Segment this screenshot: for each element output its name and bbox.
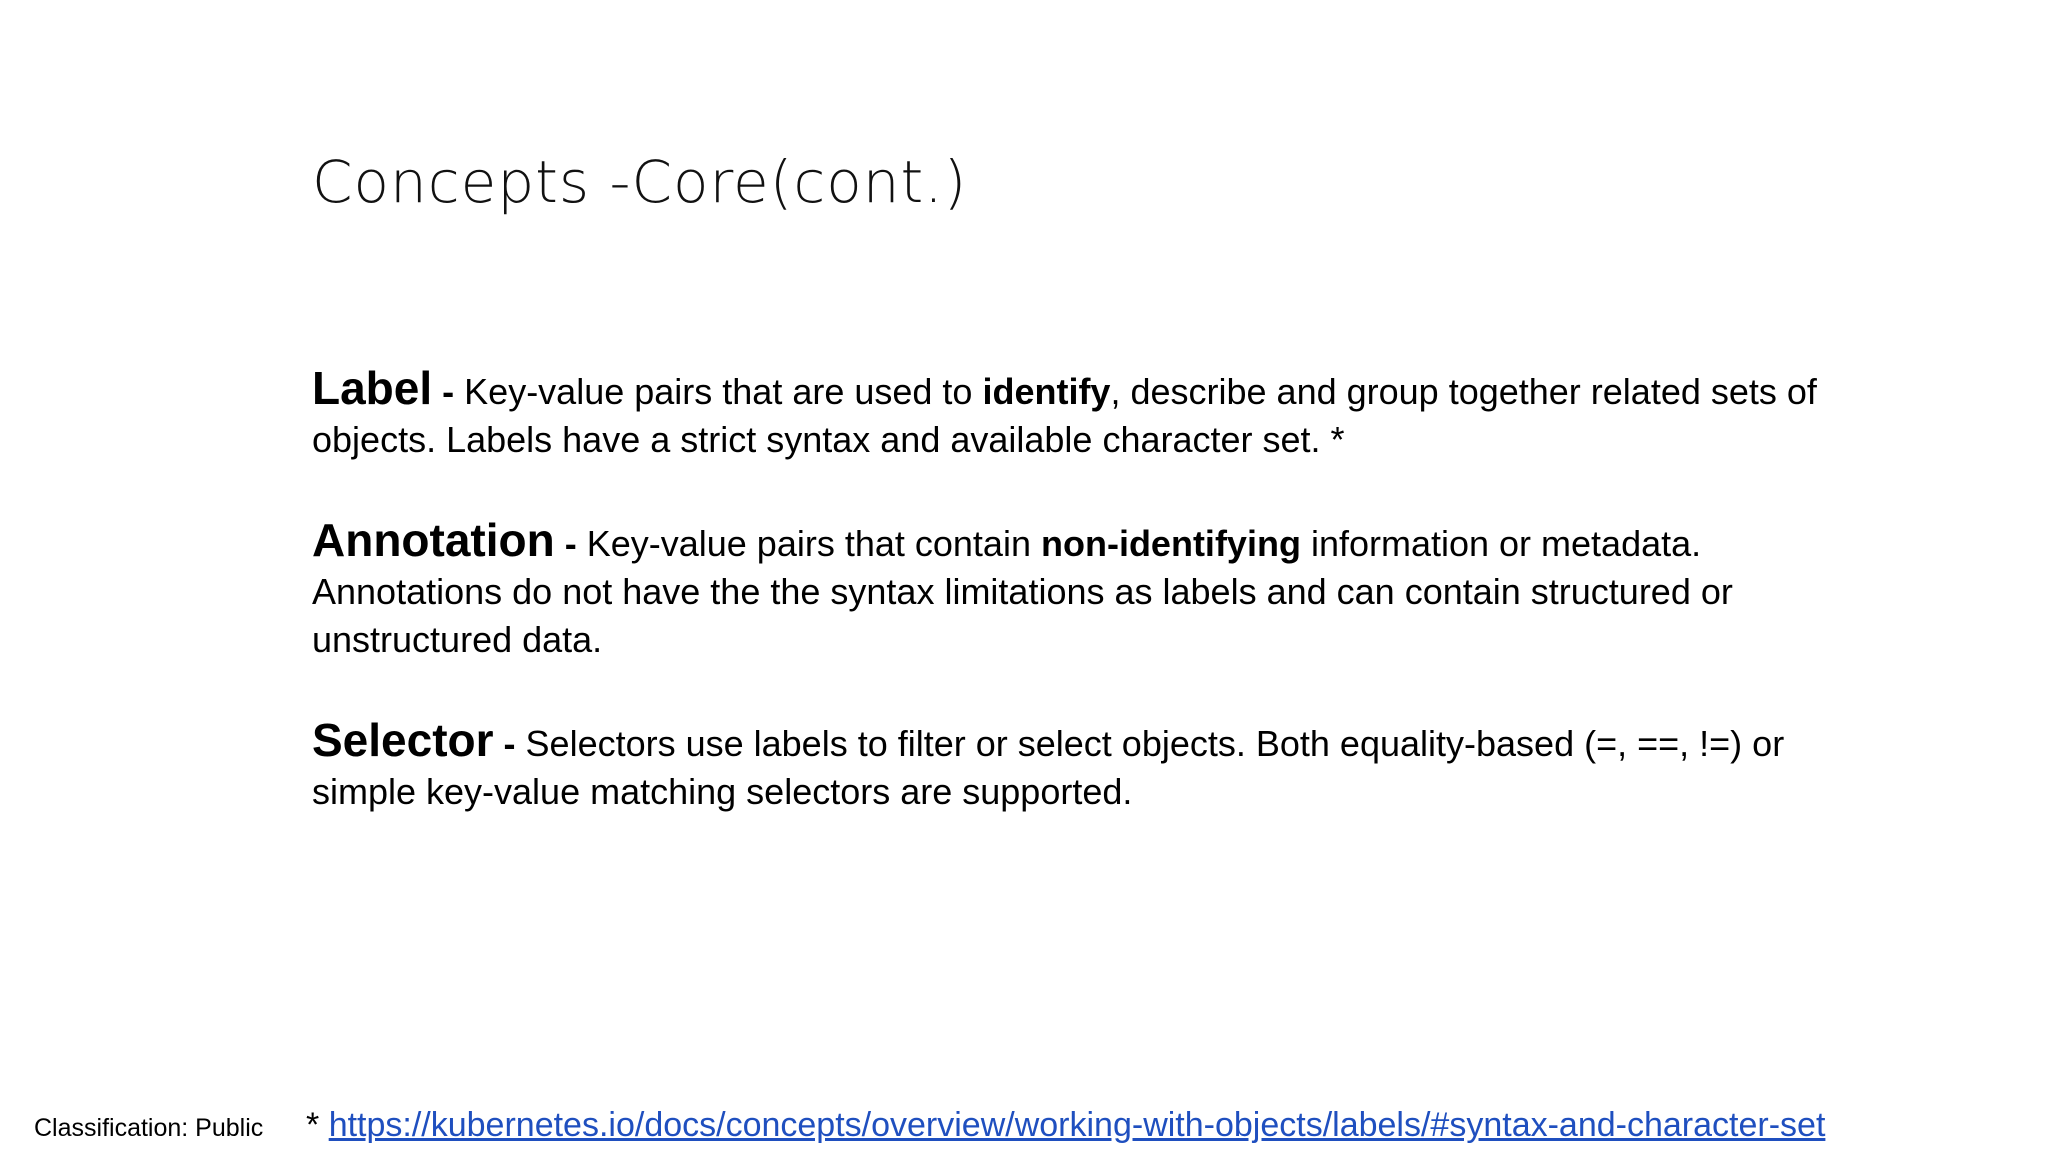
term-selector: Selector	[312, 714, 494, 766]
footnote	[306, 1106, 1825, 1145]
definition-text: Key-value pairs that contain	[586, 523, 1041, 564]
term-separator: -	[554, 523, 587, 564]
classification-label: Classification: Public	[34, 1114, 264, 1142]
footnote-marker: *	[306, 1106, 329, 1144]
label-definition	[312, 364, 1872, 464]
definition-text: Selectors use labels to filter or select objects. Both equality-based (=, ==, !=) or simple key-value matching selectors are supported.	[312, 723, 1785, 812]
footnote-link[interactable]: https://kubernetes.io/docs/concepts/overview/working-with-objects/labels/#syntax-and-character-set	[328, 1106, 1826, 1144]
definition-emphasis: non-identifying	[1040, 523, 1301, 564]
selector-definition	[312, 716, 1872, 816]
annotation-definition	[312, 516, 1872, 664]
content-body	[312, 364, 1872, 868]
definition-emphasis: identify	[982, 371, 1111, 412]
slide-title: Concepts -Core(cont.)	[312, 148, 968, 216]
definition-text-rest: , describe and group together related sets of objects. Labels have a strict syntax and available character set. *	[312, 371, 1817, 460]
term-separator: -	[432, 371, 465, 412]
term-annotation: Annotation	[312, 514, 555, 566]
definition-text-rest: information or metadata. Annotations do not have the the syntax limitations as labels and can contain structured or unstructured data.	[312, 523, 1733, 660]
term-separator: -	[493, 723, 526, 764]
term-label: Label	[312, 362, 433, 414]
definition-text: Key-value pairs that are used to	[464, 371, 983, 412]
